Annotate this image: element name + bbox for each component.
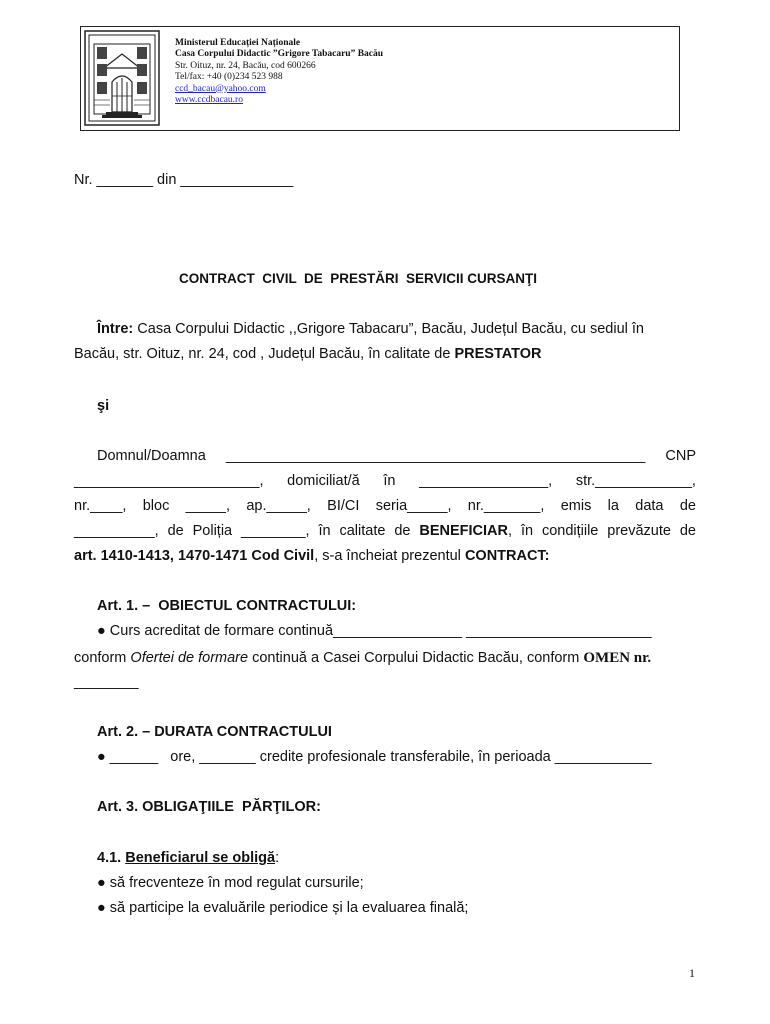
beneficiary-name-blank: ____________________________________________________ [225,448,646,464]
intro-label: Între: [97,321,134,337]
institution-address: Str. Oituz, nr. 24, Bacău, cod 600266 [175,60,316,71]
conform-word: conform [74,650,131,666]
website-link[interactable]: www.ccdbacau.ro [175,95,243,106]
art1-line-3: ________ [74,674,139,690]
civil-code-ref: art. 1410-1413, 1470-1471 Cod Civil [74,548,315,564]
ministry-name: Ministerul Educației Naționale [175,38,301,48]
bloc-label: bloc [142,498,170,514]
email-link[interactable]: ccd_bacau@yahoo.com [175,83,266,94]
intro-text-1: Casa Corpului Didactic ,,Grigore Tabacaru”, Bacău, Județul Bacău, cu sediul în [133,321,644,337]
art1-bullet: ● Curs acreditat de formare continuă________________ _______________________ [97,623,652,639]
domicile-label: domiciliat/ă [287,473,360,489]
id-nr-blank: nr._______, [467,498,545,514]
art2-heading: Art. 2. – DURATA CONTRACTULUI [97,724,332,740]
contract-word: CONTRACT: [464,548,550,564]
provider-role: PRESTATOR [454,346,542,362]
series-blank: seria_____, [375,498,452,514]
institution-name: Casa Corpului Didactic ”Grigore Tabacaru” Bacău [175,49,384,60]
issued-word: emis [560,498,592,514]
organization-info [175,38,383,106]
beneficiary-line-4 [74,523,696,539]
conjunction-si: şi [97,398,110,414]
sec41-bullet-2: ● să participe la evaluările periodice și la evaluarea finală; [97,900,469,916]
building-logo-icon [84,30,160,126]
beneficiary-line-3 [74,498,696,514]
domicile-in: în [383,473,396,489]
date-word: data [635,498,664,514]
sec41-bullet-1: ● să frecventeze în mod regulat cursurile; [97,875,364,891]
beneficiary-name-label: Domnul/Doamna [97,448,206,464]
at-word: la [607,498,619,514]
domicile-blank: ________________, [419,473,553,489]
art3-heading: Art. 3. OBLIGAŢIILE PĂRŢILOR: [97,799,321,815]
beneficiary-line-2 [74,473,696,489]
page-number: 1 [689,966,695,980]
art2-bullet: ● ______ ore, _______ credite profesionale transferabile, în perioada ____________ [97,749,652,765]
cnp-blank: _______________________, [74,473,264,489]
continuous-text: continuă a Casei Corpului Didactic Bacău, conform [248,650,584,666]
conditions-text: , în condițiile prevăzute de [508,523,696,539]
ap-blank: ap._____, [246,498,311,514]
intro-text-2: Bacău, str. Oituz, nr. 24, cod , Județul Bacău, în calitate de [74,346,455,362]
omen-ref: OMEN nr. [583,650,652,666]
beneficiary-line-5 [74,548,550,564]
cnp-label: CNP [665,448,696,464]
intro-line-2 [74,346,541,362]
sec41-heading: Beneficiarul se obligă [125,850,276,866]
sec41-number: 4.1. [97,850,126,866]
street-blank: str.____________, [575,473,696,489]
of-word: de [679,498,696,514]
art1-line-2 [74,650,651,666]
sec41-heading-line [97,850,279,866]
intro-line-1 [97,321,644,337]
sec41-colon: : [275,850,280,866]
art1-heading: Art. 1. – OBIECTUL CONTRACTULUI: [97,598,357,614]
beneficiary-role: BENEFICIAR [419,523,508,539]
contract-title: CONTRACT CIVIL DE PRESTĂRI SERVICII CURSANŢI [179,271,538,286]
offer-ref: Ofertei de formare [130,650,249,666]
institution-phone: Tel/fax: +40 (0)234 523 988 [175,72,283,83]
police-blank: __________, de Poliția ________, în calitate de [74,523,420,539]
beneficiary-line-1 [74,448,696,464]
bloc-blank: _____, [185,498,231,514]
registration-number-line: Nr. _______ din ______________ [74,172,294,188]
nr-blank: nr.____, [74,498,127,514]
concluded-text: , s-a încheiat prezentul [314,548,465,564]
id-label: BI/CI [327,498,360,514]
